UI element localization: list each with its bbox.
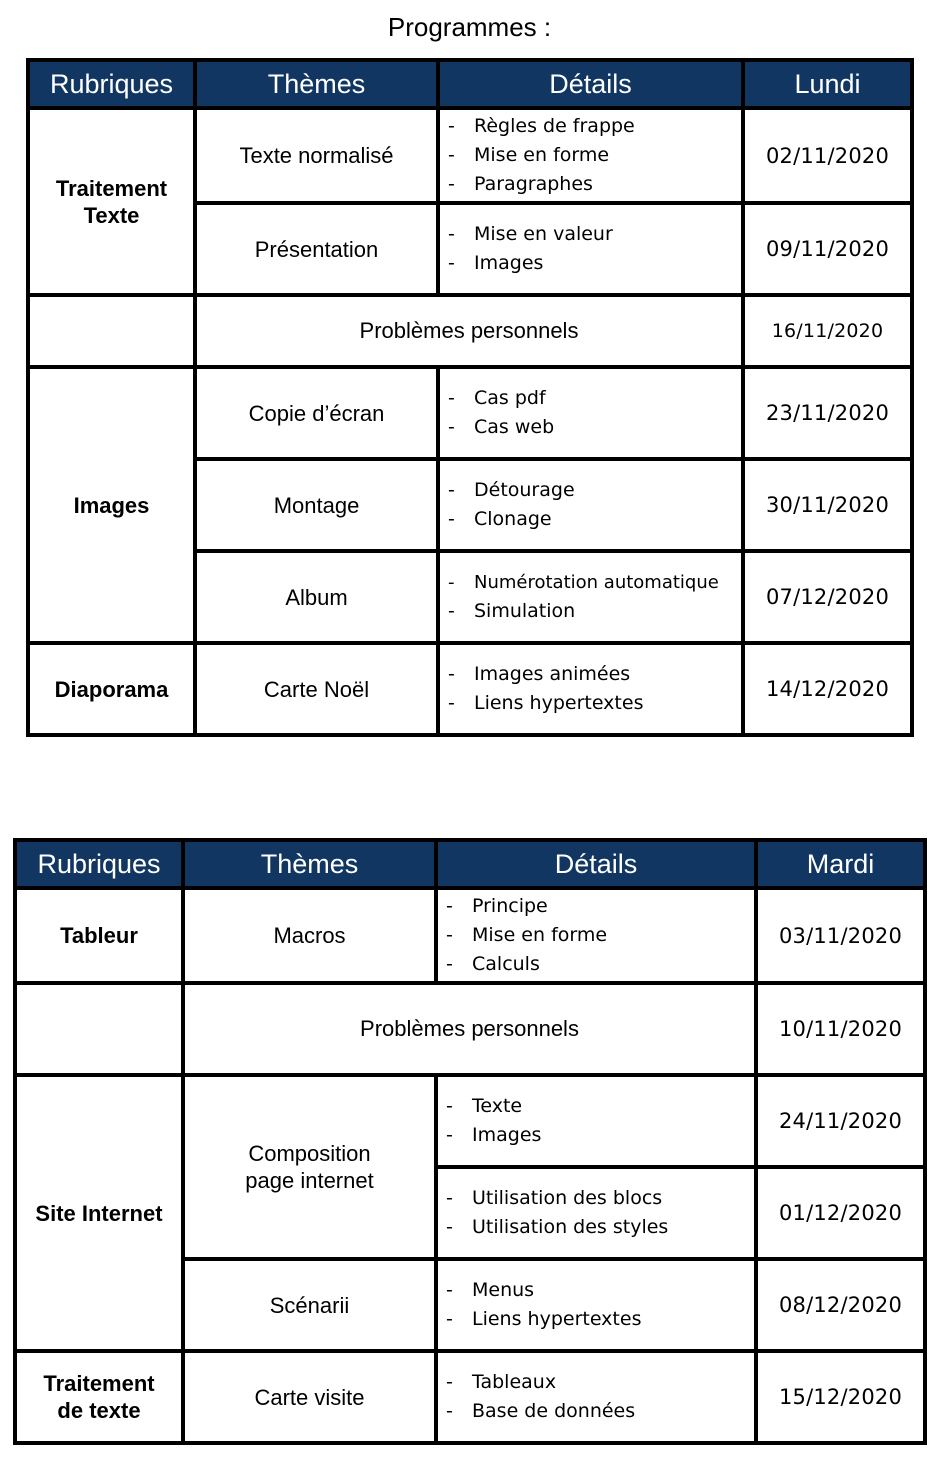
rubrique-cell: Images	[28, 367, 195, 643]
detail-item: - Principe	[446, 892, 754, 921]
details-cell	[438, 203, 743, 295]
details-cell	[438, 108, 743, 203]
theme-cell: Macros	[183, 888, 436, 983]
tuesday-program-table	[13, 838, 927, 1445]
personal-problems-cell: Problèmes personnels	[183, 983, 756, 1075]
detail-item: - Simulation	[448, 597, 741, 626]
rubrique-cell: Traitement Texte	[28, 108, 195, 295]
details-cell	[438, 459, 743, 551]
date-cell: 15/12/2020	[756, 1351, 925, 1443]
column-header-day: Mardi	[756, 840, 925, 888]
date-cell: 24/11/2020	[756, 1075, 925, 1167]
details-cell	[436, 1167, 756, 1259]
details-cell	[436, 1259, 756, 1351]
column-header-themes: Thèmes	[183, 840, 436, 888]
detail-item: - Images	[446, 1121, 754, 1150]
monday-program-table	[26, 58, 914, 737]
table-row	[28, 108, 912, 203]
detail-item: - Détourage	[448, 476, 741, 505]
detail-item: - Mise en forme	[448, 141, 741, 170]
date-cell: 07/12/2020	[743, 551, 912, 643]
detail-item: - Images	[448, 249, 741, 278]
empty-rubrique-cell	[28, 295, 195, 367]
theme-cell: Carte visite	[183, 1351, 436, 1443]
theme-cell: Carte Noël	[195, 643, 438, 735]
table-header-row	[28, 60, 912, 108]
date-cell: 03/11/2020	[756, 888, 925, 983]
date-cell: 10/11/2020	[756, 983, 925, 1075]
details-cell	[436, 1351, 756, 1443]
detail-item: - Utilisation des blocs	[446, 1184, 754, 1213]
theme-cell: Composition page internet	[183, 1075, 436, 1259]
table-row	[28, 367, 912, 459]
table-header-row	[15, 840, 925, 888]
table-row	[15, 983, 925, 1075]
rubrique-cell: Diaporama	[28, 643, 195, 735]
details-cell	[436, 1075, 756, 1167]
theme-cell: Présentation	[195, 203, 438, 295]
detail-item: - Tableaux	[446, 1368, 754, 1397]
page-title: Programmes :	[387, 12, 552, 42]
detail-item: - Mise en forme	[446, 921, 754, 950]
details-cell	[438, 643, 743, 735]
detail-item: - Texte	[446, 1092, 754, 1121]
table-row	[15, 1351, 925, 1443]
date-cell: 01/12/2020	[756, 1167, 925, 1259]
detail-item: - Menus	[446, 1276, 754, 1305]
column-header-day: Lundi	[743, 60, 912, 108]
empty-rubrique-cell	[15, 983, 183, 1075]
details-cell	[436, 888, 756, 983]
detail-item: - Images animées	[448, 660, 741, 689]
detail-item: - Règles de frappe	[448, 112, 741, 141]
rubrique-cell: Traitement de texte	[15, 1351, 183, 1443]
table-row	[15, 1075, 925, 1167]
date-cell: 08/12/2020	[756, 1259, 925, 1351]
date-cell: 09/11/2020	[743, 203, 912, 295]
date-cell: 02/11/2020	[743, 108, 912, 203]
theme-cell: Texte normalisé	[195, 108, 438, 203]
rubrique-cell: Site Internet	[15, 1075, 183, 1351]
details-cell	[438, 551, 743, 643]
theme-cell: Album	[195, 551, 438, 643]
date-cell: 14/12/2020	[743, 643, 912, 735]
rubrique-cell: Tableur	[15, 888, 183, 983]
detail-item: - Cas pdf	[448, 384, 741, 413]
detail-item: - Liens hypertextes	[448, 689, 741, 718]
detail-item: - Liens hypertextes	[446, 1305, 754, 1334]
table-row	[28, 643, 912, 735]
column-header-details: Détails	[436, 840, 756, 888]
detail-item: - Numérotation automatique	[448, 568, 741, 597]
detail-item: - Mise en valeur	[448, 220, 741, 249]
theme-cell: Scénarii	[183, 1259, 436, 1351]
theme-cell: Copie d’écran	[195, 367, 438, 459]
column-header-details: Détails	[438, 60, 743, 108]
table-row	[15, 888, 925, 983]
detail-item: - Clonage	[448, 505, 741, 534]
details-cell	[438, 367, 743, 459]
detail-item: - Utilisation des styles	[446, 1213, 754, 1242]
detail-item: - Base de données	[446, 1397, 754, 1426]
column-header-rubriques: Rubriques	[15, 840, 183, 888]
detail-item: - Cas web	[448, 413, 741, 442]
personal-problems-cell: Problèmes personnels	[195, 295, 743, 367]
date-cell: 30/11/2020	[743, 459, 912, 551]
column-header-themes: Thèmes	[195, 60, 438, 108]
detail-item: - Paragraphes	[448, 170, 741, 199]
table-row	[28, 295, 912, 367]
detail-item: - Calculs	[446, 950, 754, 979]
date-cell: 23/11/2020	[743, 367, 912, 459]
column-header-rubriques: Rubriques	[28, 60, 195, 108]
theme-cell: Montage	[195, 459, 438, 551]
date-cell: 16/11/2020	[743, 295, 912, 367]
